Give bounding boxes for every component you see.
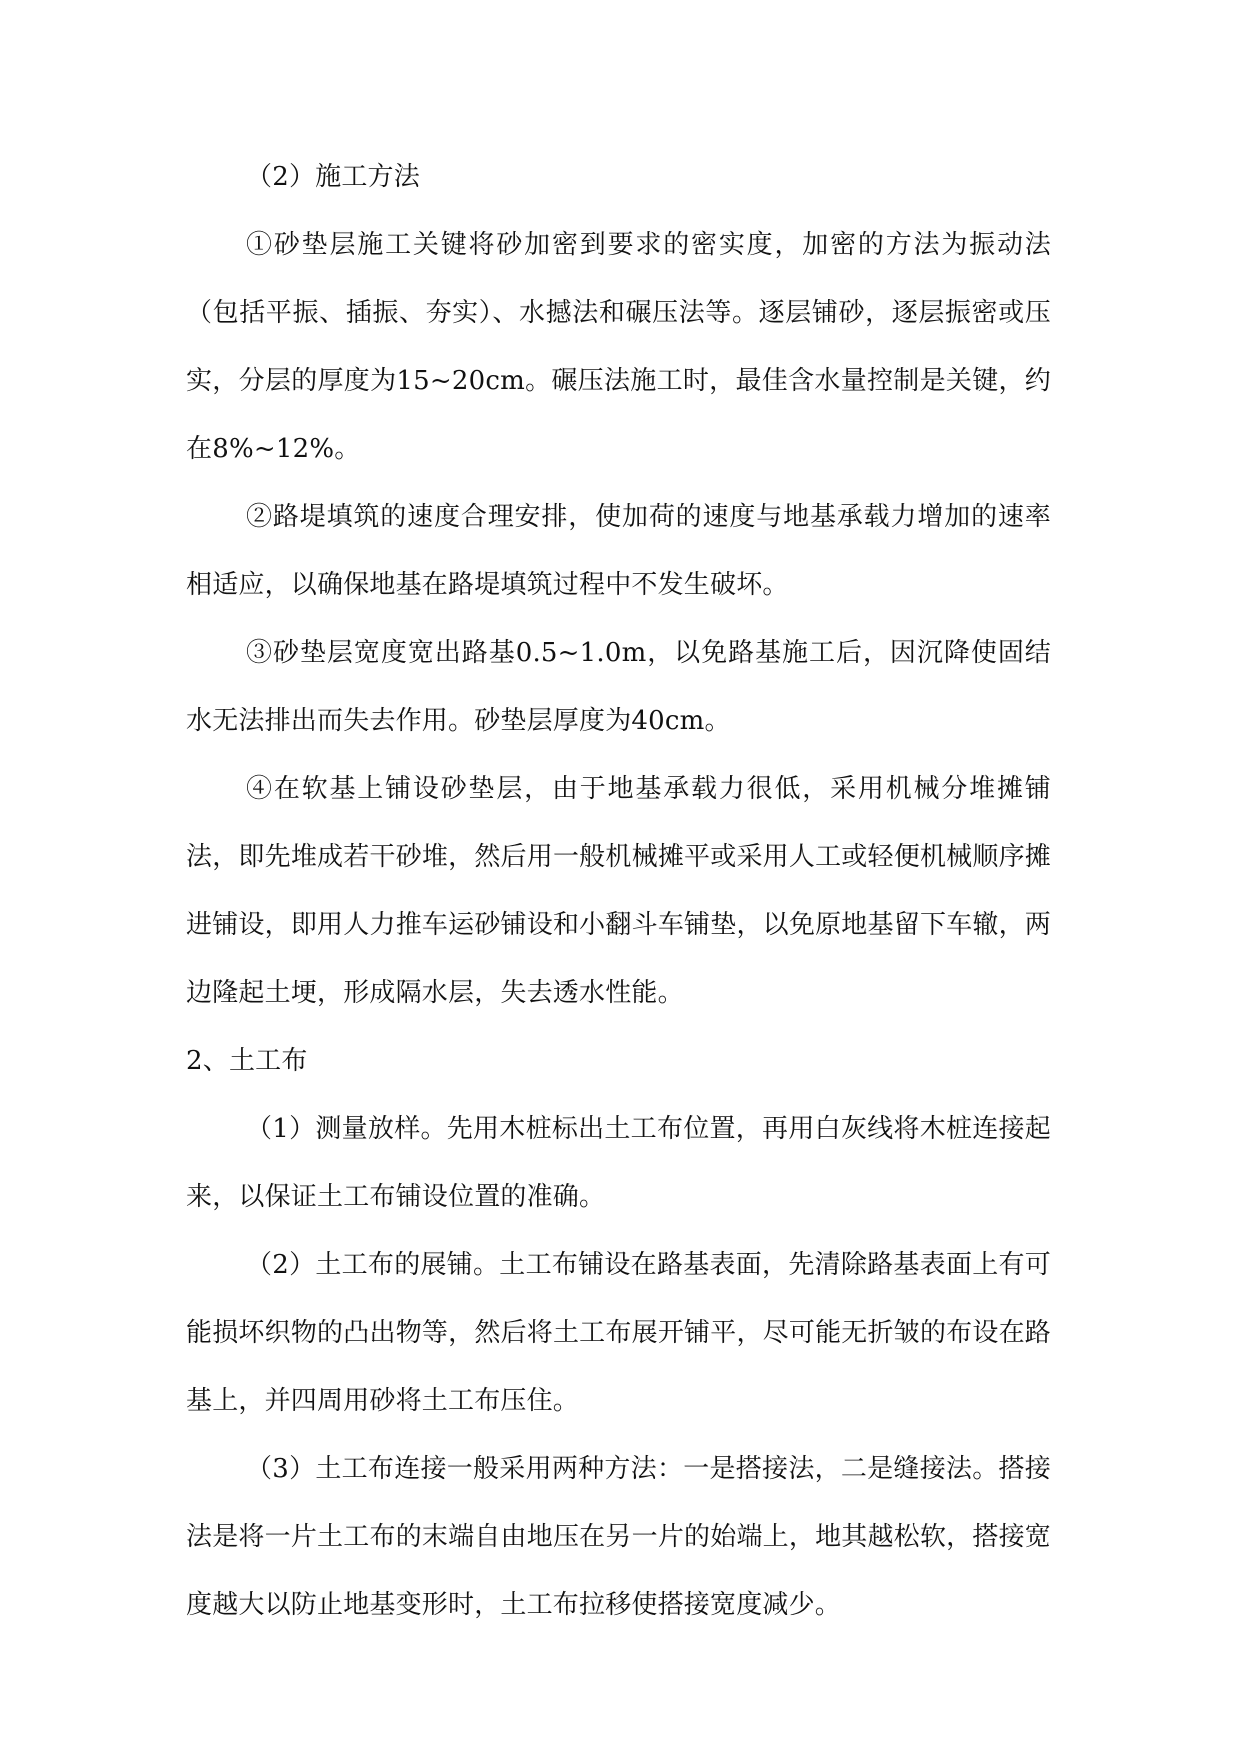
body-text (186, 143, 1051, 1639)
paragraph-embankment-speed: ②路堤填筑的速度合理安排，使加荷的速度与地基承载力增加的速率相适应，以确保地基在路堤填筑过程中不发生破坏。 (186, 502, 1051, 600)
paragraph-spreading-method: ④在软基上铺设砂垫层，由于地基承载力很低，采用机械分堆摊铺法，即先堆成若干砂堆，然后用一般机械摊平或采用人工或轻便机械顺序摊进铺设，即用人力推车运砂铺设和小翻斗车铺垫，以免原地基留下车辙，两边隆起土埂，形成隔水层，失去透水性能。 (186, 774, 1051, 1008)
section-heading-geotextile: 2、土工布 (186, 1046, 308, 1076)
paragraph-cushion-width: ③砂垫层宽度宽出路基0.5~1.0m，以免路基施工后，因沉降使固结水无法排出而失去作用。砂垫层厚度为40cm。 (186, 638, 1051, 736)
section-heading-construction-method: （2）施工方法 (246, 162, 420, 192)
paragraph-survey-layout: （1）测量放样。先用木桩标出土工布位置，再用白灰线将木桩连接起来，以保证土工布铺设位置的准确。 (186, 1114, 1051, 1212)
paragraph-geotextile-joining: （3）土工布连接一般采用两种方法：一是搭接法，二是缝接法。搭接法是将一片土工布的末端自由地压在另一片的始端上，地其越松软，搭接宽度越大以防止地基变形时，土工布拉移使搭接宽度减少。 (186, 1454, 1051, 1620)
paragraph-geotextile-laying: （2）土工布的展铺。土工布铺设在路基表面，先清除路基表面上有可能损坏织物的凸出物等，然后将土工布展开铺平，尽可能无折皱的布设在路基上，并四周用砂将土工布压住。 (186, 1250, 1051, 1416)
paragraph-sand-cushion-compaction: ①砂垫层施工关键将砂加密到要求的密实度，加密的方法为振动法（包括平振、插振、夯实）、水撼法和碾压法等。逐层铺砂，逐层振密或压实，分层的厚度为15~20cm。碾压法施工时，最佳含水量控制是关键，约在8%~12%。 (186, 230, 1051, 464)
